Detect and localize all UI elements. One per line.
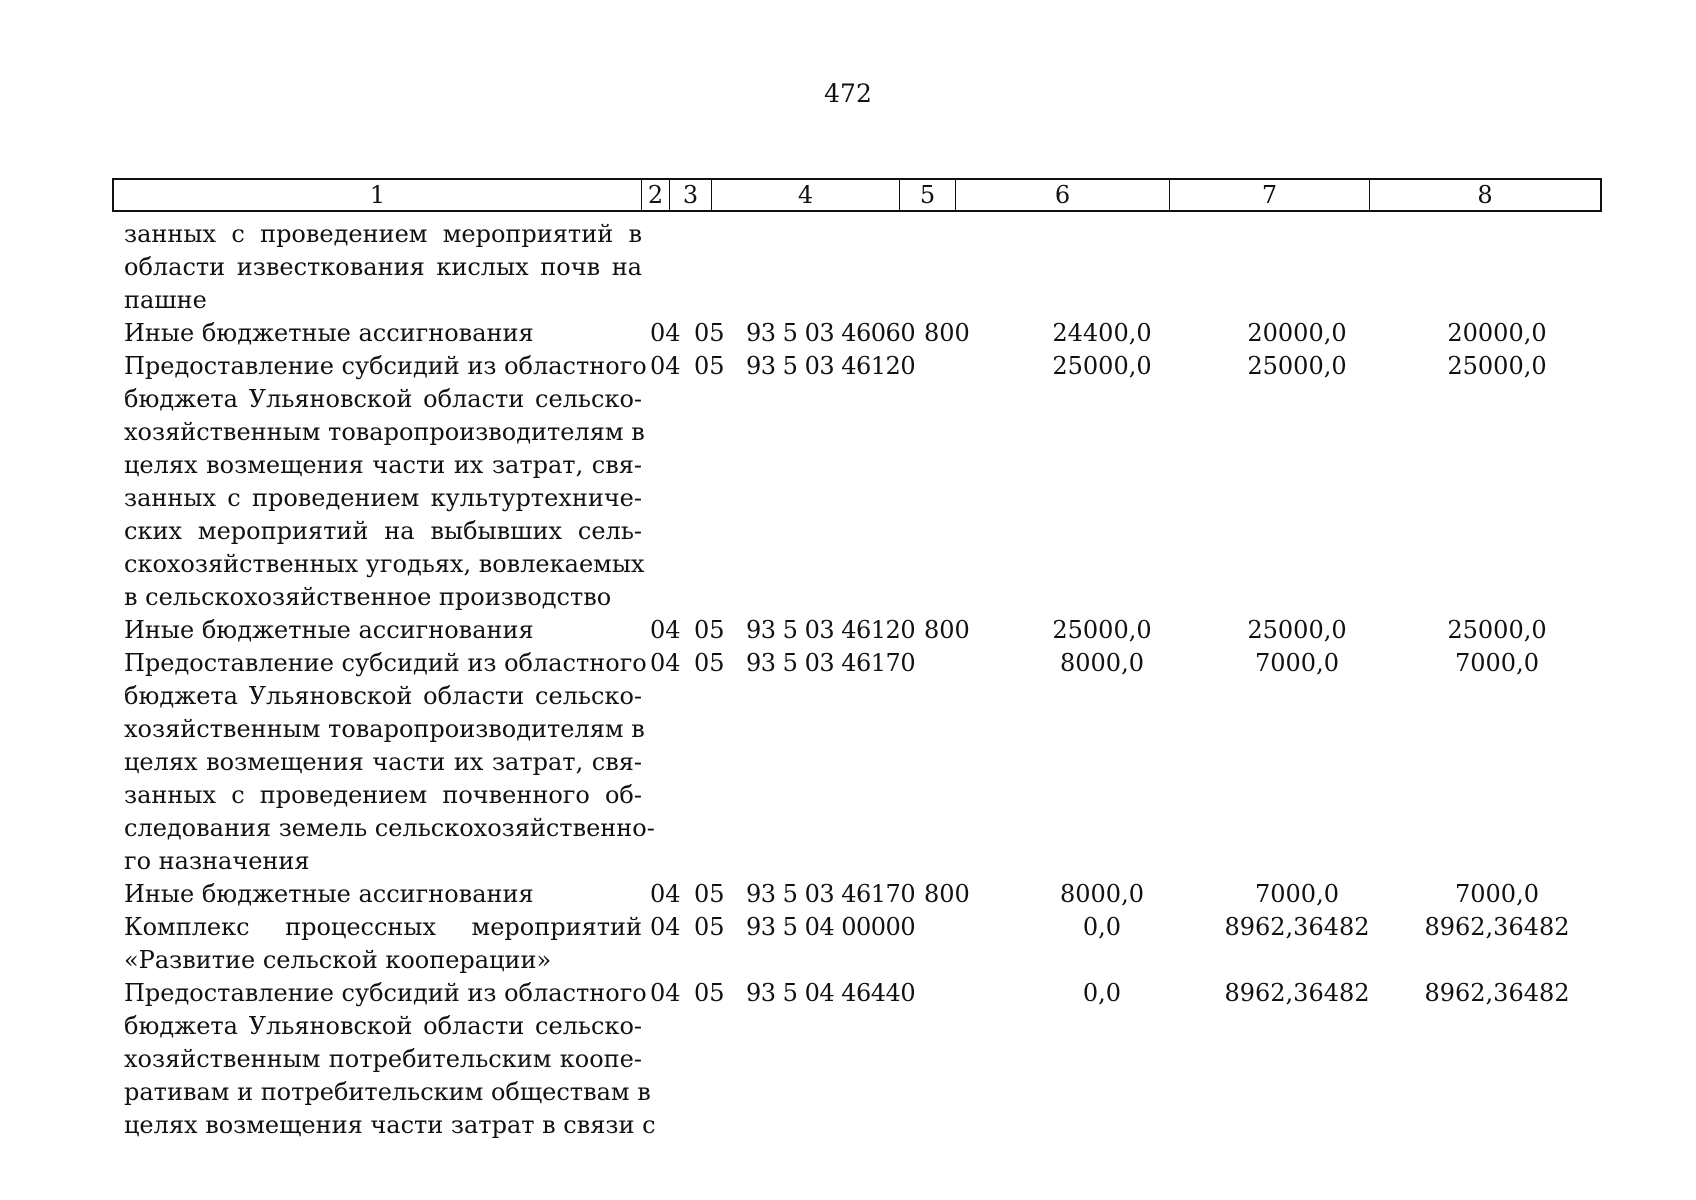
amount-col-7: 8962,36482 bbox=[1224, 913, 1370, 941]
subsection-code: 05 bbox=[694, 616, 725, 644]
description-line: Предоставление субсидий из областного bbox=[124, 352, 647, 380]
target-article-code: 93 5 04 46440 bbox=[746, 979, 916, 1007]
target-article-code: 93 5 04 00000 bbox=[746, 913, 916, 941]
description-line: занных с проведением культуртехниче- bbox=[124, 484, 642, 512]
section-code: 04 bbox=[650, 880, 681, 908]
row-description bbox=[124, 317, 642, 350]
description-line: занных с проведением мероприятий в bbox=[124, 220, 642, 248]
section-code: 04 bbox=[650, 649, 681, 677]
row-description bbox=[124, 647, 655, 878]
section-code: 04 bbox=[650, 913, 681, 941]
subsection-code: 05 bbox=[694, 649, 725, 677]
table-row bbox=[112, 977, 1602, 1142]
description-line: области известкования кислых почв на bbox=[124, 253, 642, 281]
description-line: го назначения bbox=[124, 847, 310, 875]
description-line: пашне bbox=[124, 286, 207, 314]
amount-col-7: 8962,36482 bbox=[1224, 979, 1370, 1007]
amount-col-6: 0,0 bbox=[1082, 913, 1122, 941]
description-line: хозяйственным потребительским коопе- bbox=[124, 1045, 642, 1073]
amount-col-7: 7000,0 bbox=[1255, 649, 1339, 677]
description-line: ских мероприятий на выбывших сель- bbox=[124, 517, 642, 545]
description-line: следования земель сельскохозяйственно- bbox=[124, 814, 655, 842]
subsection-code: 05 bbox=[694, 319, 725, 347]
table-row bbox=[112, 350, 1602, 614]
amount-col-6: 25000,0 bbox=[1052, 352, 1152, 380]
table-row bbox=[112, 614, 1602, 647]
description-line: Иные бюджетные ассигнования bbox=[124, 880, 534, 908]
subsection-code: 05 bbox=[694, 913, 725, 941]
description-line: целях возмещения части их затрат, свя- bbox=[124, 451, 642, 479]
header-col-5: 5 bbox=[900, 180, 956, 210]
header-col-7: 7 bbox=[1170, 180, 1370, 210]
header-col-4: 4 bbox=[712, 180, 900, 210]
subsection-code: 05 bbox=[694, 979, 725, 1007]
row-description bbox=[124, 878, 642, 911]
description-line: Иные бюджетные ассигнования bbox=[124, 319, 534, 347]
row-description bbox=[124, 350, 647, 614]
header-col-8: 8 bbox=[1477, 181, 1493, 209]
description-line: бюджета Ульяновской области сельско- bbox=[124, 1012, 642, 1040]
amount-col-8: 20000,0 bbox=[1447, 319, 1547, 347]
description-line: хозяйственным товаропроизводителям в bbox=[124, 715, 645, 743]
description-line: в сельскохозяйственное производство bbox=[124, 583, 612, 611]
section-code: 04 bbox=[650, 616, 681, 644]
table-row bbox=[112, 317, 1602, 350]
amount-col-8: 8962,36482 bbox=[1424, 913, 1570, 941]
section-code: 04 bbox=[650, 319, 681, 347]
description-line: Комплекс процессных мероприятий bbox=[124, 913, 642, 941]
amount-col-7: 20000,0 bbox=[1247, 319, 1347, 347]
table-body bbox=[112, 218, 1602, 1142]
description-line: хозяйственным товаропроизводителям в bbox=[124, 418, 645, 446]
row-description bbox=[124, 911, 642, 977]
table-row bbox=[112, 878, 1602, 911]
description-line: целях возмещения части их затрат, свя- bbox=[124, 748, 642, 776]
amount-col-8: 7000,0 bbox=[1455, 880, 1539, 908]
row-description bbox=[124, 218, 642, 317]
target-article-code: 93 5 03 46170 bbox=[746, 880, 916, 908]
amount-col-8: 7000,0 bbox=[1455, 649, 1539, 677]
table-row bbox=[112, 647, 1602, 878]
description-line: бюджета Ульяновской области сельско- bbox=[124, 682, 642, 710]
amount-col-8: 8962,36482 bbox=[1424, 979, 1570, 1007]
description-line: целях возмещения части затрат в связи с bbox=[124, 1111, 656, 1139]
table-row bbox=[112, 218, 1602, 317]
target-article-code: 93 5 03 46120 bbox=[746, 616, 916, 644]
page-number: 472 bbox=[824, 79, 872, 108]
amount-col-6: 0,0 bbox=[1082, 979, 1122, 1007]
amount-col-6: 24400,0 bbox=[1052, 319, 1152, 347]
description-line: ративам и потребительским обществам в bbox=[124, 1078, 651, 1106]
description-line: Иные бюджетные ассигнования bbox=[124, 616, 534, 644]
amount-col-6: 8000,0 bbox=[1060, 880, 1144, 908]
header-col-6: 6 bbox=[956, 180, 1170, 210]
description-line: Предоставление субсидий из областного bbox=[124, 649, 647, 677]
target-article-code: 93 5 03 46060 bbox=[746, 319, 916, 347]
header-col-1: 1 bbox=[114, 180, 642, 210]
section-code: 04 bbox=[650, 352, 681, 380]
target-article-code: 93 5 03 46170 bbox=[746, 649, 916, 677]
amount-col-7: 25000,0 bbox=[1247, 616, 1347, 644]
header-col-3: 3 bbox=[670, 180, 712, 210]
table-row bbox=[112, 911, 1602, 977]
expense-type-code: 800 bbox=[924, 880, 970, 908]
amount-col-8: 25000,0 bbox=[1447, 352, 1547, 380]
row-description bbox=[124, 614, 642, 647]
expense-type-code: 800 bbox=[924, 616, 970, 644]
target-article-code: 93 5 03 46120 bbox=[746, 352, 916, 380]
expense-type-code: 800 bbox=[924, 319, 970, 347]
description-line: бюджета Ульяновской области сельско- bbox=[124, 385, 642, 413]
subsection-code: 05 bbox=[694, 352, 725, 380]
amount-col-8: 25000,0 bbox=[1447, 616, 1547, 644]
amount-col-7: 7000,0 bbox=[1255, 880, 1339, 908]
amount-col-6: 25000,0 bbox=[1052, 616, 1152, 644]
subsection-code: 05 bbox=[694, 880, 725, 908]
table-header bbox=[112, 178, 1602, 212]
amount-col-6: 8000,0 bbox=[1060, 649, 1144, 677]
description-line: «Развитие сельской кооперации» bbox=[124, 946, 552, 974]
section-code: 04 bbox=[650, 979, 681, 1007]
amount-col-7: 25000,0 bbox=[1247, 352, 1347, 380]
description-line: Предоставление субсидий из областного bbox=[124, 979, 647, 1007]
description-line: занных с проведением почвенного об- bbox=[124, 781, 642, 809]
header-col-2: 2 bbox=[642, 180, 670, 210]
description-line: скохозяйственных угодьях, вовлекаемых bbox=[124, 550, 645, 578]
row-description bbox=[124, 977, 656, 1142]
